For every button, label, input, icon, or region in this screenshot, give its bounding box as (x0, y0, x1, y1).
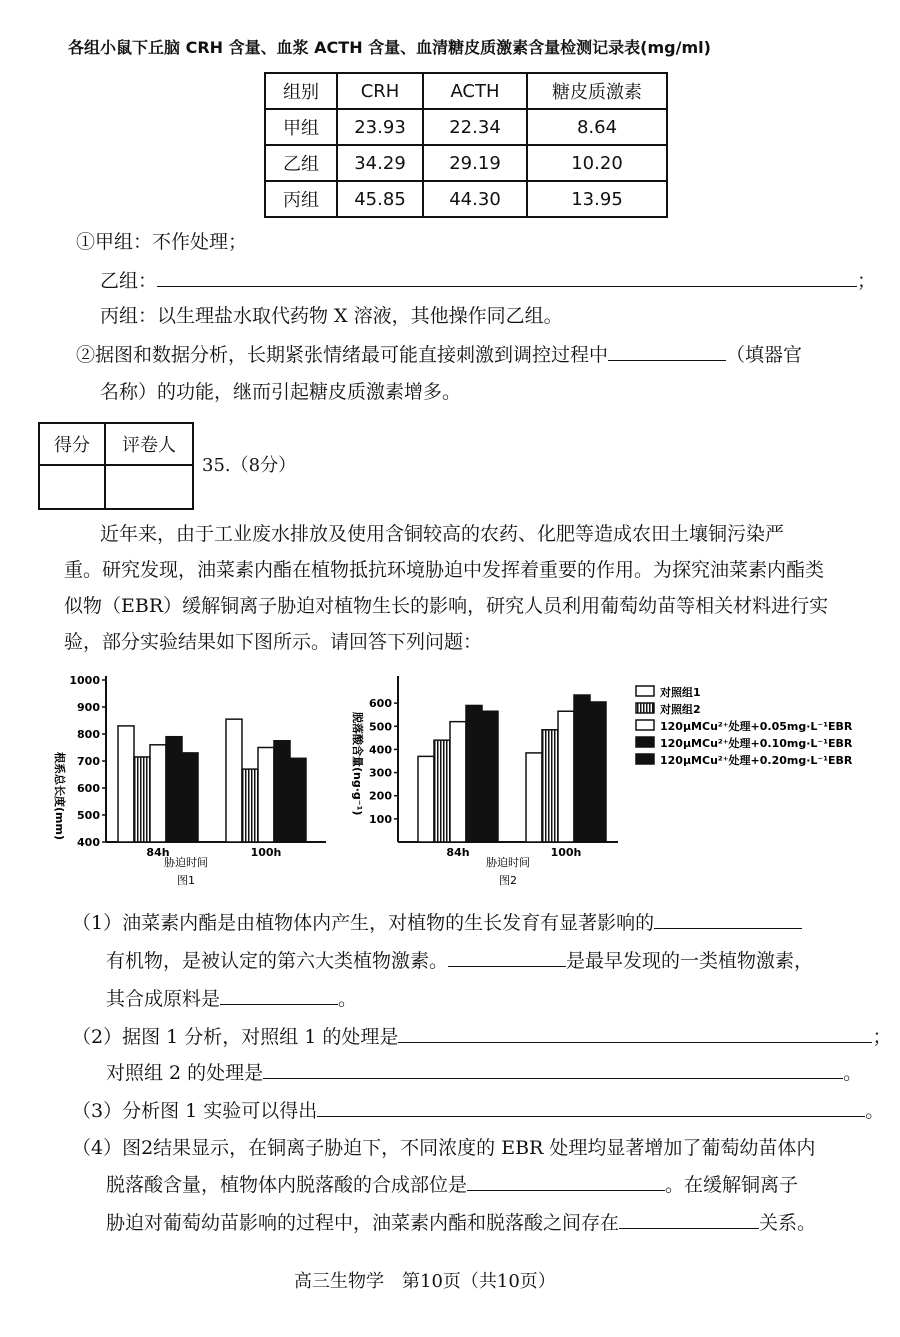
figure-1-title: 图1 (177, 874, 195, 887)
chart-bar (542, 730, 558, 842)
table-cell: 甲组 (265, 109, 337, 145)
chart-bar (134, 757, 150, 842)
q4c-text: 胁迫对葡萄幼苗影响的过程中，油菜素内酯和脱落酸之间存在 (106, 1212, 620, 1234)
legend-label: 对照组2 (660, 703, 701, 716)
x-tick-label: 100h (550, 846, 582, 859)
chart-legend (634, 682, 874, 782)
q1-text-c: 是最早发现的一类植物激素， (566, 950, 814, 972)
intro-line: 验，部分实验结果如下图所示。请回答下列问题： (64, 631, 483, 653)
table-row (265, 109, 667, 145)
chart-bar (590, 702, 606, 842)
step-yi-label: 乙组： (100, 270, 158, 292)
answer-blank[interactable] (608, 340, 726, 361)
table-cell: 44.30 (423, 181, 527, 217)
chart-bar (574, 695, 590, 842)
question-3 (72, 1096, 884, 1125)
answer-blank[interactable] (467, 1170, 665, 1191)
figure-2-chart (338, 672, 628, 894)
table-row (265, 181, 667, 217)
q4b-text: 脱落酸含量，植物体内脱落酸的合成部位是 (106, 1174, 468, 1196)
table-cell: 45.85 (337, 181, 423, 217)
answer-blank[interactable] (619, 1208, 759, 1229)
table-cell: 13.95 (527, 181, 667, 217)
q1-text-a: （1）油菜素内酯是由植物体内产生，对植物的生长发育有显著影响的 (72, 912, 655, 934)
q2b-end: 。 (843, 1062, 863, 1084)
question-2b (106, 1058, 862, 1087)
score-field[interactable] (39, 465, 105, 509)
x-tick-label: 84h (446, 846, 470, 859)
table-header-cell: 组别 (265, 73, 337, 109)
question-1-line-3 (106, 984, 357, 1013)
legend-swatch (636, 720, 654, 730)
grader-field[interactable] (105, 465, 193, 509)
intro-line: 似物（EBR）缓解铜离子胁迫对植物生长的影响，研究人员利用葡萄幼苗等相关材料进行实 (64, 595, 829, 617)
y-tick-label: 400 (369, 743, 392, 757)
chart-bar (242, 769, 258, 842)
y-tick-label: 600 (77, 782, 100, 795)
answer-blank[interactable] (654, 908, 802, 929)
chart-bar (526, 753, 542, 842)
table-cell: 22.34 (423, 109, 527, 145)
y-tick-label: 400 (77, 836, 100, 849)
table-header-row (265, 73, 667, 109)
q3-end: 。 (865, 1100, 885, 1122)
y-tick-label: 100 (369, 812, 392, 826)
question-4-line-3 (106, 1208, 816, 1237)
table-cell: 丙组 (265, 181, 337, 217)
score-label: 得分 (39, 423, 105, 465)
chart-bar (434, 740, 450, 842)
chart-bar (258, 748, 274, 843)
question-2-line-2: 名称）的功能，继而引起糖皮质激素增多。 (100, 381, 462, 403)
page-footer: 高三生物学 第10页（共10页） (294, 1271, 556, 1292)
q2a-text: （2）据图 1 分析，对照组 1 的处理是 (72, 1026, 399, 1048)
data-table (264, 72, 668, 218)
answer-blank[interactable] (220, 984, 338, 1005)
table-cell: 10.20 (527, 145, 667, 181)
question-4-line-1: （4）图2结果显示，在铜离子胁迫下，不同浓度的 EBR 处理均显著增加了葡萄幼苗体内 (72, 1137, 816, 1159)
legend-label: 120μMCu²⁺处理+0.05mg·L⁻¹EBR (660, 720, 853, 733)
table-cell: 29.19 (423, 145, 527, 181)
chart-bar (558, 711, 574, 842)
chart-bar (466, 705, 482, 842)
chart-bar (274, 741, 290, 842)
y-tick-label: 700 (77, 755, 100, 768)
answer-blank[interactable] (398, 1022, 872, 1043)
table-cell: 乙组 (265, 145, 337, 181)
legend-swatch (636, 754, 654, 764)
q4c-end: 关系。 (759, 1212, 817, 1234)
figure-2-x-label: 胁迫时间 (486, 856, 530, 869)
x-tick-label: 100h (250, 846, 282, 859)
figure-1-chart (38, 672, 338, 894)
table-cell: 23.93 (337, 109, 423, 145)
y-tick-label: 300 (369, 766, 392, 780)
grader-label: 评卷人 (105, 423, 193, 465)
q4b-end: 。在缓解铜离子 (665, 1174, 799, 1196)
step-yi (100, 266, 876, 295)
chart-bar (418, 756, 434, 842)
table-caption: 各组小鼠下丘脑 CRH 含量、血浆 ACTH 含量、血清糖皮质激素含量检测记录表(mg/ml) (68, 38, 711, 57)
figure-1-x-label: 胁迫时间 (164, 856, 208, 869)
legend-swatch (636, 703, 654, 713)
x-tick-label: 84h (146, 846, 170, 859)
intro-line: 近年来，由于工业废水排放及使用含铜较高的农药、化肥等造成农田土壤铜污染严 (100, 523, 785, 545)
y-tick-label: 200 (369, 789, 392, 803)
figure-2-y-label: 脱落酸含量(ng·g⁻¹) (351, 712, 364, 816)
answer-blank[interactable] (317, 1096, 865, 1117)
y-tick-label: 500 (77, 809, 100, 822)
table-header-cell: 糖皮质激素 (527, 73, 667, 109)
chart-bar (150, 745, 166, 842)
answer-blank[interactable] (263, 1058, 843, 1079)
table-row (265, 145, 667, 181)
y-tick-label: 600 (369, 697, 392, 711)
step-jia: ①甲组：不作处理； (76, 231, 248, 253)
figure-1-y-label: 根系总长度(mm) (53, 752, 66, 840)
answer-blank[interactable] (157, 266, 857, 287)
question-2a (72, 1022, 891, 1051)
y-tick-label: 900 (77, 701, 100, 714)
chart-bar (290, 758, 306, 842)
chart-bar (182, 753, 198, 842)
legend-label: 对照组1 (660, 686, 701, 699)
chart-bar (118, 726, 134, 842)
table-cell: 8.64 (527, 109, 667, 145)
q2a-end: ； (872, 1026, 892, 1048)
y-tick-label: 800 (77, 728, 100, 741)
legend-swatch (636, 686, 654, 696)
chart-bar (450, 722, 466, 842)
chart-bar (166, 737, 182, 842)
question-1-line-2 (106, 946, 813, 975)
question-4-line-2 (106, 1170, 798, 1199)
step-bing: 丙组：以生理盐水取代药物 X 溶液，其他操作同乙组。 (100, 305, 563, 327)
q1-text-end: 。 (338, 988, 358, 1010)
q3-text: （3）分析图 1 实验可以得出 (72, 1100, 318, 1122)
answer-blank[interactable] (448, 946, 566, 967)
q2b-text: 对照组 2 的处理是 (106, 1062, 264, 1084)
chart-bar (226, 719, 242, 842)
y-tick-label: 1000 (69, 674, 100, 687)
question-number: 35.（8分） (202, 455, 297, 476)
table-cell: 34.29 (337, 145, 423, 181)
y-tick-label: 500 (369, 720, 392, 734)
score-box (38, 422, 194, 510)
table-header-cell: ACTH (423, 73, 527, 109)
legend-label: 120μMCu²⁺处理+0.20mg·L⁻¹EBR (660, 754, 853, 767)
q2-text-end: （填器官 (726, 344, 803, 366)
question-1-line-1 (72, 908, 802, 937)
legend-swatch (636, 737, 654, 747)
q2-text-start: ②据图和数据分析，长期紧张情绪最可能直接刺激到调控过程中 (76, 344, 609, 366)
chart-bar (482, 711, 498, 842)
question-2-line-1 (76, 340, 802, 369)
q1-text-b: 有机物，是被认定的第六大类植物激素。 (106, 950, 449, 972)
table-header-cell: CRH (337, 73, 423, 109)
q1-text-d: 其合成原料是 (106, 988, 221, 1010)
intro-line: 重。研究发现，油菜素内酯在植物抵抗环境胁迫中发挥着重要的作用。为探究油菜素内酯类 (64, 559, 825, 581)
step-yi-end: ； (857, 270, 877, 292)
figure-2-title: 图2 (499, 874, 517, 887)
legend-label: 120μMCu²⁺处理+0.10mg·L⁻¹EBR (660, 737, 853, 750)
